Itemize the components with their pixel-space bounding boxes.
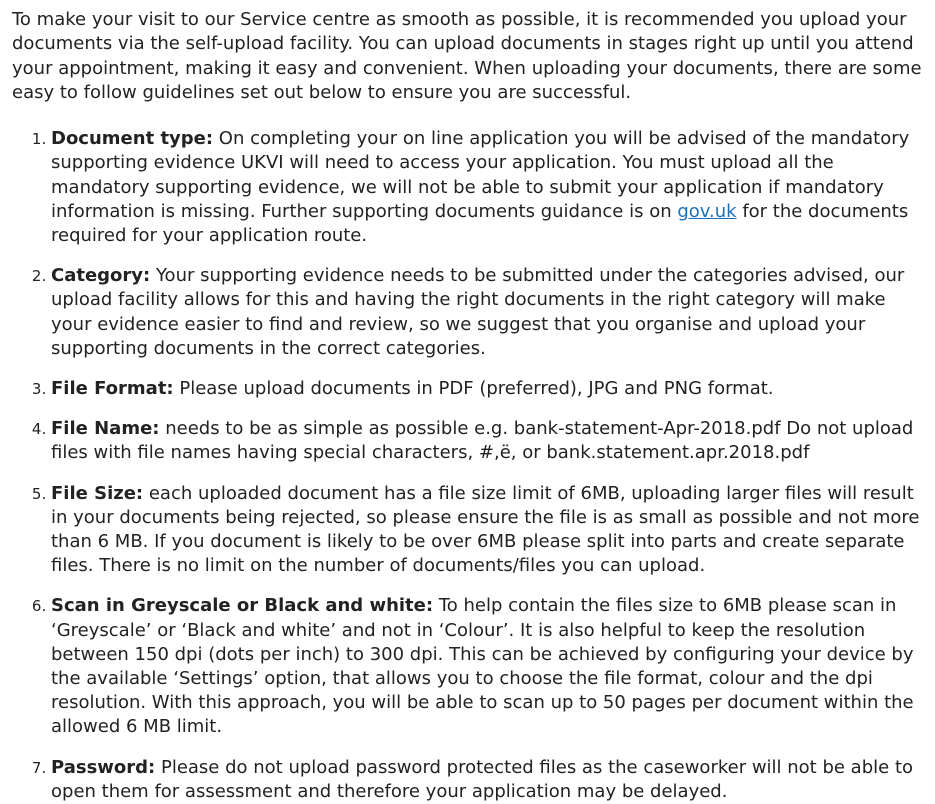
guideline-file-size bbox=[51, 482, 923, 579]
guideline-password bbox=[51, 756, 923, 804]
guideline-file-name bbox=[51, 417, 923, 465]
guideline-term: File Name: bbox=[51, 418, 160, 440]
guideline-file-format bbox=[51, 377, 923, 401]
guideline-text: On completing your on line application you will be advised of the mandatory supporting evidence UKVI will need to access your application. You must upload all the mandatory supporting evidence, we will not be able to submit your application if mandatory information is missing. Further supporting documents guidance is on bbox=[51, 128, 910, 222]
guideline-text: Please upload documents in PDF (preferred), JPG and PNG format. bbox=[173, 378, 774, 400]
guideline-category bbox=[51, 264, 923, 361]
guideline-text: needs to be as simple as possible e.g. bank-statement-Apr-2018.pdf Do not upload files with file names having special characters, #,ë, or bank.statement.apr.2018.pdf bbox=[51, 418, 914, 464]
guidelines-list bbox=[12, 127, 923, 804]
guideline-term: Password: bbox=[51, 756, 156, 778]
guideline-text-after-link: for the documents required for your application route. bbox=[51, 200, 909, 246]
guideline-text: To help contain the files size to 6MB please scan in ‘Greyscale’ or ‘Black and white’ and not in ‘Colour’. It is also helpful to keep the resolution between 150 dpi (dots per inch) to 300 dpi. This can be achieved by configuring your device by the available ‘Settings’ option, that allows you to choose the file format, colour and the dpi resolution. With this approach, you will be able to scan up to 50 pages per document within the allowed 6 MB limit. bbox=[51, 595, 914, 738]
intro-paragraph: To make your visit to our Service centre as smooth as possible, it is recommended you upload your documents via the self-upload facility. You can upload documents in stages right up until you attend your appointment, making it easy and convenient. When uploading your documents, there are some easy to follow guidelines set out below to ensure you are successful. bbox=[12, 9, 922, 103]
guideline-document-type bbox=[51, 127, 923, 248]
guideline-scan-greyscale bbox=[51, 594, 923, 739]
guideline-text: Your supporting evidence needs to be submitted under the categories advised, our upload facility allows for this and having the right documents in the right category will make your evidence easier to find and review, so we suggest that you organise and upload your supporting documents in the correct categories. bbox=[51, 265, 905, 359]
guideline-term: Category: bbox=[51, 265, 151, 287]
guideline-text: each uploaded document has a file size limit of 6MB, uploading larger files will result in your documents being rejected, so please ensure the file is as small as possible and not more than 6 MB. If you document is likely to be over 6MB please split into parts and create separate files. There is no limit on the number of documents/files you can upload. bbox=[51, 482, 920, 577]
guideline-term: File Format: bbox=[51, 378, 174, 400]
guideline-term: Document type: bbox=[51, 128, 214, 150]
gov-uk-link[interactable]: gov.uk bbox=[677, 200, 737, 222]
guideline-term: Scan in Greyscale or Black and white: bbox=[51, 595, 434, 617]
guideline-term: File Size: bbox=[51, 482, 144, 504]
guideline-text: Please do not upload password protected files as the caseworker will not be able to open them for assessment and therefore your application may be delayed. bbox=[51, 756, 914, 802]
